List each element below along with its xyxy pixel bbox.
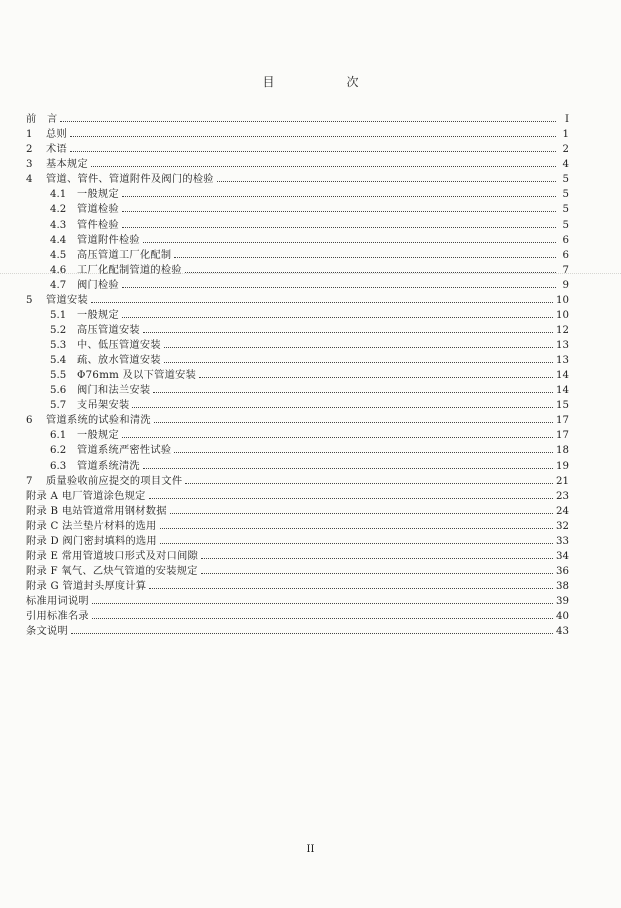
toc-entry-label: 附录 G 管道封头厚度计算 (26, 581, 147, 592)
toc-entry[interactable] (26, 488, 569, 503)
dot-leader (71, 633, 553, 634)
dot-leader (122, 211, 556, 212)
toc-entry-page: 18 (556, 445, 569, 457)
toc-entry-label: 基本规定 (46, 159, 88, 171)
toc-entry[interactable] (26, 186, 569, 201)
dot-leader (91, 302, 553, 303)
toc-entry-number: 5.6 (50, 385, 67, 397)
dot-leader (122, 196, 556, 197)
toc-entry-page: 5 (562, 189, 569, 201)
toc-entry[interactable] (26, 307, 569, 322)
toc-entry[interactable] (26, 111, 569, 126)
toc-entry-label: 总则 (46, 129, 67, 141)
toc-entry-number: 6.3 (50, 460, 67, 472)
toc-entry-page: 40 (556, 611, 569, 623)
dot-leader (185, 483, 553, 484)
toc-entry-page: 5 (562, 204, 569, 216)
dot-leader (122, 437, 553, 438)
toc-entry-page: 39 (556, 596, 569, 608)
toc-entry-label: 工厂化配制管道的检验 (77, 264, 182, 276)
dot-leader (160, 528, 553, 529)
toc-entry[interactable] (26, 518, 569, 533)
dot-leader (92, 603, 553, 604)
toc-entry-label: 标准用词说明 (26, 596, 89, 608)
dot-leader (154, 422, 553, 423)
dot-leader (70, 136, 556, 137)
toc-entry-page: 7 (562, 264, 569, 276)
toc-entry-page: 38 (556, 581, 569, 592)
toc-entry[interactable] (26, 171, 569, 186)
toc-entry-page: 17 (556, 415, 569, 427)
toc-entry[interactable] (26, 247, 569, 262)
toc-entry-page: 33 (556, 535, 569, 547)
toc-entry-page: 13 (556, 355, 569, 367)
toc-entry-label: 附录 B 电站管道常用钢材数据 (26, 505, 167, 517)
toc-entry[interactable] (26, 292, 569, 307)
toc-entry-number: 5.7 (50, 400, 67, 412)
dot-leader (153, 392, 553, 393)
toc-entry-label: 引用标准名录 (26, 611, 89, 623)
dot-leader (201, 558, 553, 559)
dot-leader (174, 452, 553, 453)
toc-entry-number: 5.3 (50, 340, 67, 351)
toc-entry-page: 19 (556, 460, 569, 472)
toc-entry-label: 管道、管件、管道附件及阀门的检验 (46, 174, 214, 186)
toc-entry-label: 术语 (46, 144, 67, 156)
dot-leader (164, 362, 553, 363)
toc-entry[interactable] (26, 126, 569, 141)
dot-leader (185, 272, 556, 273)
toc-entry[interactable] (26, 201, 569, 216)
toc-entry-label: 阀门和法兰安装 (77, 385, 151, 397)
toc-entry-number: 5 (26, 294, 33, 306)
toc-entry[interactable] (26, 367, 569, 382)
toc-entry-number: 3 (26, 159, 33, 171)
toc-entry-page: 5 (562, 219, 569, 231)
toc-entry-label: 管道检验 (77, 204, 119, 216)
toc-entry-label: 管道系统清洗 (77, 460, 140, 472)
toc-entry-number: 5.5 (50, 370, 67, 382)
toc-entry-number: 5.2 (50, 324, 67, 336)
toc-entry[interactable] (26, 623, 569, 638)
toc-entry-label: 附录 D 阀门密封填料的选用 (26, 535, 157, 547)
toc-entry[interactable] (26, 563, 569, 578)
toc-entry-page: 13 (556, 340, 569, 351)
toc-entry[interactable] (26, 608, 569, 623)
toc-entry[interactable] (26, 277, 569, 292)
dot-leader (160, 543, 553, 544)
toc-entry-label: 附录 F 氧气、乙炔气管道的安装规定 (26, 565, 198, 577)
toc-entry-number: 4.4 (50, 234, 67, 246)
toc-entry[interactable] (26, 337, 569, 352)
dot-leader (92, 618, 553, 619)
toc-entry-label: 支吊架安装 (77, 400, 130, 412)
toc-entry-label: 附录 C 法兰垫片材料的选用 (26, 520, 157, 532)
toc-entry-number: 6 (26, 415, 33, 427)
toc-entry-label: 阀门检验 (77, 279, 119, 291)
toc-entry-label: 质量验收前应提交的项目文件 (46, 475, 183, 487)
toc-entry[interactable] (26, 397, 569, 412)
toc-entry-page: 17 (556, 430, 569, 442)
toc-entry-number: 7 (26, 475, 33, 487)
toc-entry-page: 14 (556, 385, 569, 397)
toc-entry[interactable] (26, 533, 569, 548)
toc-entry-page: I (564, 114, 569, 126)
toc-entry-number: 1 (26, 129, 33, 141)
toc-entry-label: 前 言 (26, 114, 58, 126)
toc-entry-page: 1 (562, 129, 569, 141)
toc-entry[interactable] (26, 216, 569, 231)
toc-entry-label: 一般规定 (77, 309, 119, 321)
toc-entry[interactable] (26, 412, 569, 427)
toc-entry[interactable] (26, 473, 569, 488)
toc-entry[interactable] (26, 352, 569, 367)
toc-entry-label: 管道附件检验 (77, 234, 140, 246)
toc-entry-number: 5.1 (50, 309, 67, 321)
dot-leader (170, 513, 553, 514)
toc-entry[interactable] (26, 503, 569, 518)
toc-entry-label: 一般规定 (77, 189, 119, 201)
toc-entry-page: 36 (556, 565, 569, 577)
toc-entry-number: 4.7 (50, 279, 67, 291)
toc-entry-page: 10 (556, 309, 569, 321)
dot-leader (149, 588, 553, 589)
toc-entry-page: 15 (556, 400, 569, 412)
dot-leader (201, 573, 553, 574)
toc-entry-label: Φ76mm 及以下管道安装 (77, 370, 197, 382)
table-of-contents (26, 111, 569, 638)
toc-entry-number: 2 (26, 144, 33, 156)
toc-entry[interactable] (26, 156, 569, 171)
dot-leader (122, 317, 553, 318)
toc-entry-number: 5.4 (50, 355, 67, 367)
dot-leader (199, 377, 553, 378)
toc-entry[interactable] (26, 262, 569, 277)
toc-entry-page: 14 (556, 370, 569, 382)
toc-entry-label: 高压管道安装 (77, 324, 140, 336)
toc-entry-label: 疏、放水管道安装 (77, 355, 161, 367)
toc-entry-page: 21 (556, 475, 569, 487)
dot-leader (132, 407, 553, 408)
toc-entry-label: 高压管道工厂化配制 (77, 249, 172, 261)
toc-entry-page: 24 (556, 505, 569, 517)
toc-entry-number: 4.3 (50, 219, 67, 231)
dot-leader (143, 468, 553, 469)
dot-leader (60, 121, 556, 122)
toc-entry-page: 12 (556, 324, 569, 336)
toc-entry[interactable] (26, 232, 569, 247)
toc-entry-number: 4.6 (50, 264, 67, 276)
toc-entry[interactable] (26, 593, 569, 608)
toc-entry-page: 34 (556, 550, 569, 562)
toc-entry[interactable] (26, 322, 569, 337)
toc-entry-number: 6.1 (50, 430, 67, 442)
toc-entry[interactable] (26, 548, 569, 563)
toc-entry-label: 条文说明 (26, 626, 68, 638)
toc-entry[interactable] (26, 427, 569, 442)
dot-leader (122, 227, 556, 228)
toc-entry-page: 6 (562, 249, 569, 261)
toc-entry-label: 管道安装 (46, 294, 88, 306)
toc-entry-page: 43 (556, 626, 569, 638)
dot-leader (91, 166, 556, 167)
dot-leader (143, 242, 556, 243)
toc-entry-label: 中、低压管道安装 (77, 340, 161, 351)
dot-leader (70, 151, 556, 152)
dot-leader (149, 498, 553, 499)
toc-entry-number: 4.5 (50, 249, 67, 261)
dot-leader (217, 181, 556, 182)
toc-entry-page: 2 (562, 144, 569, 156)
dot-leader (174, 257, 556, 258)
page-title: 目 次 (262, 75, 389, 89)
toc-entry[interactable] (26, 141, 569, 156)
toc-entry-page: 9 (562, 279, 569, 291)
toc-entry[interactable] (26, 382, 569, 397)
toc-entry-number: 6.2 (50, 445, 67, 457)
toc-entry-page: 4 (562, 159, 569, 171)
toc-entry-number: 4 (26, 174, 33, 186)
page-number: II (306, 844, 315, 855)
toc-entry[interactable] (26, 578, 569, 593)
toc-entry[interactable] (26, 442, 569, 457)
toc-entry-page: 5 (562, 174, 569, 186)
toc-entry-number: 4.2 (50, 204, 67, 216)
toc-entry-label: 管道系统严密性试验 (77, 445, 172, 457)
toc-entry-label: 一般规定 (77, 430, 119, 442)
dot-leader (122, 287, 556, 288)
dot-leader (143, 332, 553, 333)
toc-entry-label: 附录 A 电厂管道涂色规定 (26, 490, 146, 502)
toc-entry-page: 23 (556, 490, 569, 502)
toc-entry[interactable] (26, 457, 569, 472)
toc-entry-number: 4.1 (50, 189, 67, 201)
toc-entry-page: 32 (556, 520, 569, 532)
toc-entry-page: 6 (562, 234, 569, 246)
dot-leader (164, 347, 553, 348)
toc-entry-page: 10 (556, 294, 569, 306)
toc-entry-label: 管件检验 (77, 219, 119, 231)
toc-entry-label: 附录 E 常用管道坡口形式及对口间隙 (26, 550, 199, 562)
toc-entry-label: 管道系统的试验和清洗 (46, 415, 151, 427)
